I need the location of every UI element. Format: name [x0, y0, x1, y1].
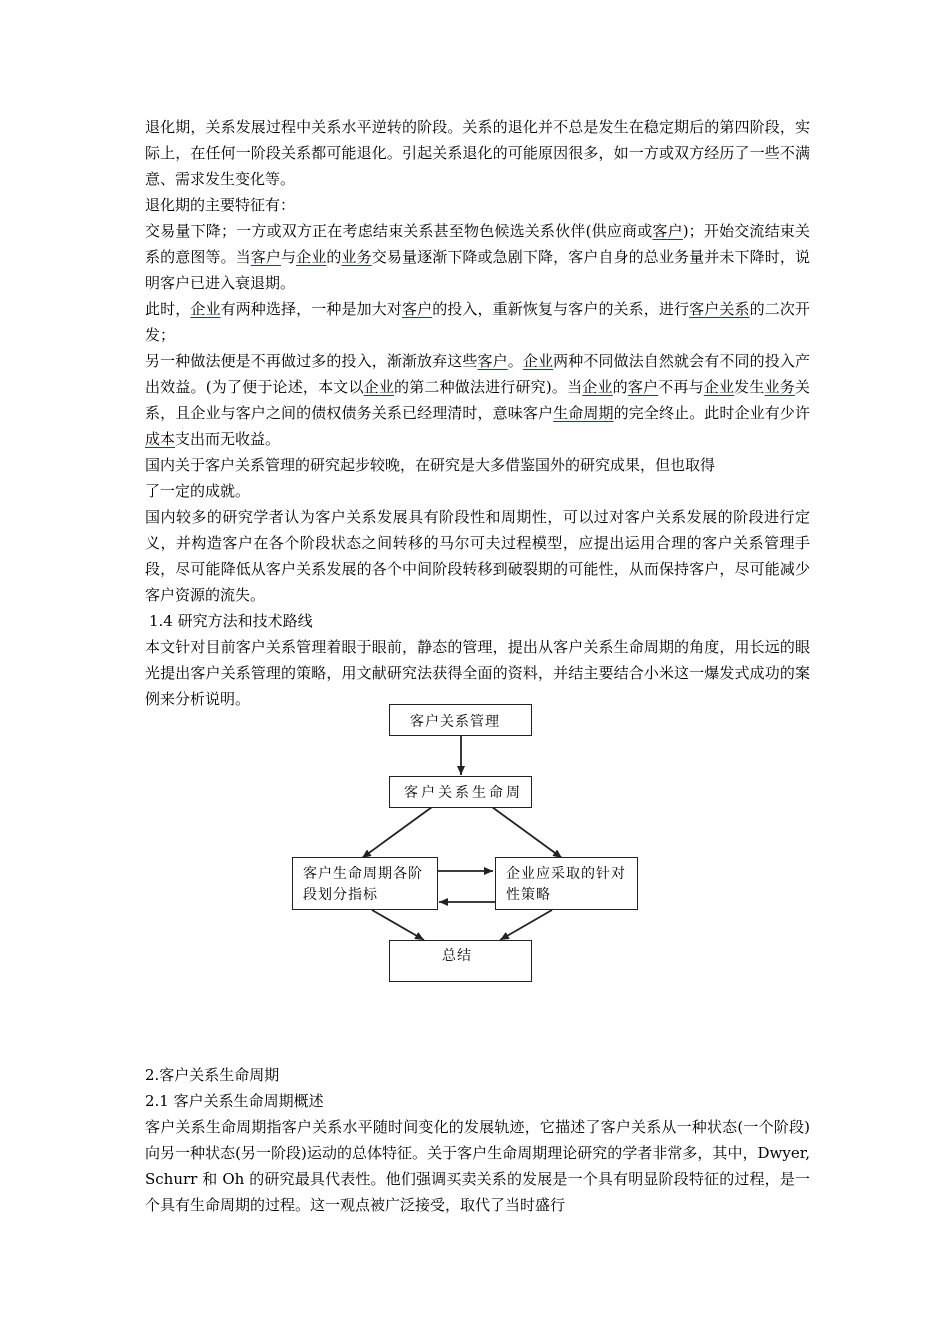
- link-enterprise[interactable]: 企业: [522, 352, 554, 370]
- heading-2: 2.客户关系生命周期: [145, 1066, 280, 1084]
- text-span: 发生: [734, 378, 765, 396]
- link-business[interactable]: 业务: [764, 378, 795, 396]
- link-enterprise[interactable]: 企业: [703, 378, 735, 396]
- box-lifecycle-label: 客户关系生命周: [404, 785, 523, 801]
- box-stage-indicators: [292, 857, 438, 910]
- paragraph-lifecycle-overview: 客户关系生命周期指客户关系水平随时间变化的发展轨迹，它描述了客户关系从一种状态(一个阶段)向另一种状态(另一阶段)运动的总体特征。关于客户生命周期理论研究的学者非常多，其中，Dwyer, Schurr 和 Oh 的研究最具代表性。他们强调买卖关系的发展是一个具有明显阶段特征的过程，是一个具有生命周期的过程。这一观点被广泛接受，取代了当时盛行: [145, 1118, 810, 1214]
- paragraph-two-choices: [145, 296, 810, 348]
- box-stage-indicators-line1: 客户生命周期各阶: [303, 866, 423, 882]
- box-strategies: [495, 857, 638, 910]
- arrow-lifecycle-to-right: [492, 807, 562, 858]
- paragraph-retreat-features: [145, 218, 810, 296]
- text-span: 的二次开发；: [145, 300, 810, 344]
- link-customer[interactable]: 客户: [627, 378, 659, 396]
- text-span: 的第二种做法进行研究)。当: [394, 378, 583, 396]
- paragraph-second-choice: [145, 348, 810, 452]
- text-span: 支出而无收益。: [175, 430, 281, 448]
- text-span: 两种不同做法自然就会有不同的投入产出效益。(为了便于论述，本文以: [145, 352, 810, 396]
- link-enterprise[interactable]: 企业: [190, 300, 221, 318]
- link-business[interactable]: 业务: [341, 248, 372, 266]
- text-span: 交易量下降；一方或双方正在考虑结束关系甚至物色候选关系伙伴(供应商或: [145, 222, 653, 240]
- link-customer[interactable]: 客户: [652, 222, 683, 240]
- box-strategies-line2: 性策略: [506, 887, 551, 903]
- box-stage-indicators-line2: 段划分指标: [303, 887, 378, 903]
- box-summary-label: 总结: [442, 948, 472, 964]
- arrow-right-to-summary: [500, 910, 552, 940]
- text-span: 的投入，重新恢复与客户的关系，进行: [432, 300, 690, 318]
- link-enterprise[interactable]: 企业: [582, 378, 613, 396]
- document-body: [145, 114, 810, 712]
- section-2: [145, 1062, 810, 1218]
- link-customer[interactable]: 客户: [477, 352, 508, 370]
- paragraph-domestic-scholars: 国内较多的研究学者认为客户关系发展具有阶段性和周期性，可以过对客户关系发展的阶段进行定义，并构造客户在各个阶段状态之间转移的马尔可夫过程模型，应提出运用合理的客户关系管理手段，尽可能降低从客户关系发展的各个中间阶段转移到破裂期的可能性，从而保持客户，尽可能减少客户资源的流失。: [145, 508, 810, 604]
- text-span: 。: [507, 352, 523, 370]
- box-lifecycle: [389, 776, 532, 808]
- technical-route-diagram: [0, 690, 950, 1000]
- text-span: 关系，且企业与客户之间的债权债务关系已经理清时，意味客户: [145, 378, 810, 422]
- text-span: 另一种做法便是不再做过多的投入，渐渐放弃这些: [145, 352, 478, 370]
- paragraph-domestic-research-line1: 国内关于客户关系管理的研究起步较晚，在研究是大多借鉴国外的研究成果，但也取得: [145, 456, 716, 474]
- box-crm: [389, 704, 532, 736]
- text-span: 的完全终止。此时企业有少许: [613, 404, 810, 422]
- text-span: 的: [326, 248, 342, 266]
- arrow-lifecycle-to-left: [362, 807, 432, 858]
- text-span: 不再与: [658, 378, 704, 396]
- link-customer[interactable]: 客户: [250, 248, 282, 266]
- text-span: 的: [612, 378, 628, 396]
- link-enterprise[interactable]: 企业: [363, 378, 395, 396]
- link-lifecycle[interactable]: 生命周期: [553, 404, 614, 422]
- text-span: 有两种选择，一种是加大对: [220, 300, 402, 318]
- heading-2-1: 2.1 客户关系生命周期概述: [145, 1092, 324, 1110]
- text-span: 交易量逐渐下降或急剧下降，客户自身的总业务量并未下降时，说明客户已进入衰退期。: [145, 248, 810, 292]
- box-summary: [389, 940, 532, 982]
- link-cost[interactable]: 成本: [145, 430, 176, 448]
- text-span: )；开始交流结束关系的意图等。当: [145, 222, 810, 266]
- box-strategies-line1: 企业应采取的针对: [506, 866, 626, 882]
- heading-1-4: 1.4 研究方法和技术路线: [149, 612, 313, 630]
- paragraph-research-method: 本文针对目前客户关系管理着眼于眼前，静态的管理，提出从客户关系生命周期的角度，用长远的眼光提出客户关系管理的策略，用文献研究法获得全面的资料，并结主要结合小米这一爆发式成功的案例来分析说明。: [145, 638, 810, 708]
- paragraph-domestic-research-line2: 了一定的成就。: [145, 482, 251, 500]
- link-enterprise[interactable]: 企业: [296, 248, 327, 266]
- link-customer[interactable]: 客户: [401, 300, 433, 318]
- paragraph-retreat-definition: 退化期，关系发展过程中关系水平逆转的阶段。关系的退化并不总是发生在稳定期后的第四阶段，实际上，在任何一阶段关系都可能退化。引起关系退化的可能原因很多，如一方或双方经历了一些不满意、需求发生变化等。: [145, 118, 810, 188]
- text-span: 此时，: [145, 300, 191, 318]
- paragraph-retreat-features-heading: 退化期的主要特征有：: [145, 196, 296, 214]
- text-span: 与: [281, 248, 297, 266]
- box-crm-label: 客户关系管理: [410, 714, 500, 730]
- arrow-left-to-summary: [372, 910, 424, 940]
- link-customer-relationship[interactable]: 客户关系: [689, 300, 750, 318]
